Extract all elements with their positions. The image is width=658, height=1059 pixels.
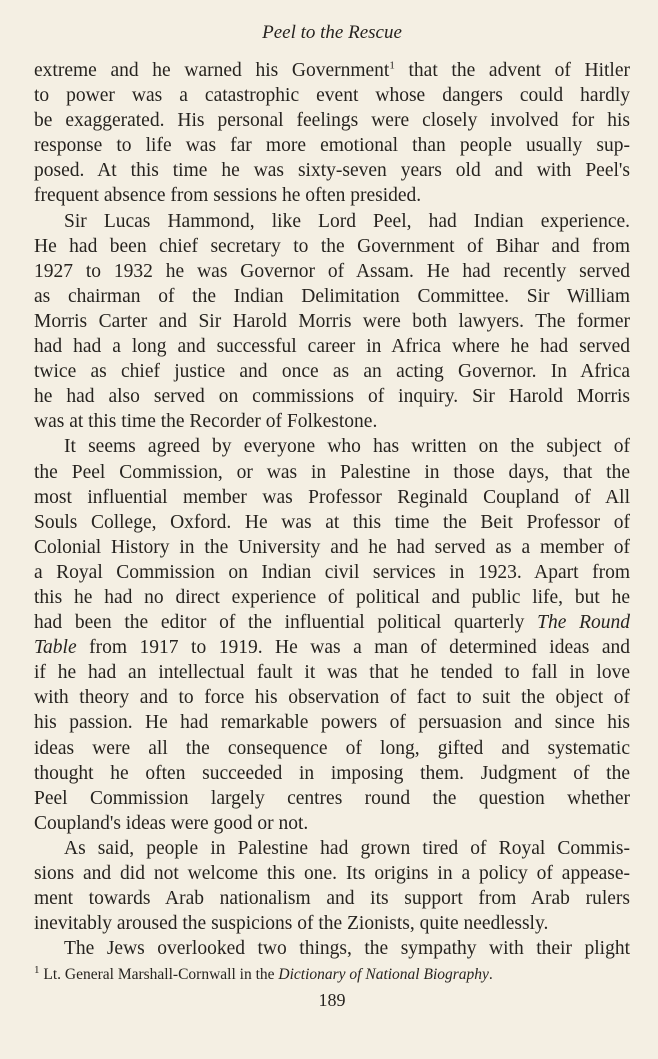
text-run: He had been chief secretary to the Government of Bihar and from [34,235,630,257]
text-run: Peel Commission largely centres round the question whether [34,787,630,809]
text-run: inevitably aroused the suspicions of the Zionists, quite needlessly. [34,913,549,935]
text-line [34,610,630,635]
text-line [34,761,630,786]
footnote-italic: Dictionary of National Biography [278,966,489,984]
paragraph [34,58,630,209]
text-run: be exaggerated. His personal feelings were closely involved for his [34,110,630,132]
text-line [34,585,630,610]
text-line [34,635,630,660]
italic-title: The Round [537,612,630,634]
text-line [34,259,630,284]
text-line [34,284,630,309]
text-run: frequent absence from sessions he often presided. [34,185,422,207]
text-run: Coupland's ideas were good or not. [34,812,309,834]
paragraph [34,434,630,836]
text-line [34,108,630,133]
page-number: 189 [318,990,346,1011]
italic-title: Table [34,637,77,659]
text-line [34,334,630,359]
text-line [34,158,630,183]
text-run: had been the editor of the influential political quarterly [34,612,538,634]
footnote-reference: 1 [389,59,395,72]
text-line [34,811,630,836]
text-run: posed. At this time he was sixty-seven years old and with Peel's [34,160,630,182]
text-line [34,535,630,560]
text-line [34,836,630,861]
text-run: Colonial History in the University and he had served as a member of [34,536,630,558]
text-run: had had a long and successful career in Africa where he had served [34,336,630,358]
text-line [34,710,630,735]
text-line [34,485,630,510]
paragraph [34,936,630,961]
text-line [34,736,630,761]
text-line [34,409,630,434]
text-line [34,460,630,485]
text-run: 1927 to 1932 he was Governor of Assam. He had recently served [34,260,630,282]
text-line [34,936,630,961]
text-line [34,58,630,83]
text-line [34,510,630,535]
text-run: as chairman of the Indian Delimitation Committee. Sir William [34,285,630,307]
text-run: sions and did not welcome this one. Its origins in a policy of appease- [34,863,630,884]
text-line [34,133,630,158]
footnote-end: . [488,966,493,984]
text-line [34,886,630,911]
text-line [34,660,630,685]
footnote-marker: 1 [34,964,40,977]
text-line [34,861,630,886]
text-run: with theory and to force his observation of fact to suit the object of [34,687,630,709]
text-run: that the advent of Hitler [394,60,630,81]
footnote [34,965,630,985]
text-run: ideas were all the consequence of long, gifted and systematic [34,737,630,759]
text-run: Sir Lucas Hammond, like Lord Peel, had Indian experience. [64,210,630,232]
text-run: from 1917 to 1919. He was a man of determined ideas and [76,637,630,659]
text-run: response to life was far more emotional than people usually sup- [34,135,630,157]
text-run: Souls College, Oxford. He was at this time the Beit Professor of [34,511,630,533]
text-line [34,786,630,811]
text-run: ment towards Arab nationalism and its support from Arab rulers [34,888,630,910]
text-run: a Royal Commission on Indian civil services in 1923. Apart from [34,561,630,583]
text-run: The Jews overlooked two things, the sympathy with their plight [64,938,630,960]
text-run: As said, people in Palestine had grown tired of Royal Commis- [64,837,630,859]
text-run: was at this time the Recorder of Folkestone. [34,411,378,433]
text-line [34,209,630,234]
text-line [34,434,630,459]
text-line [34,911,630,936]
text-run: to power was a catastrophic event whose dangers could hardly [34,85,630,107]
text-run: twice as chief justice and once as an acting Governor. In Africa [34,361,630,383]
footnote-text: Lt. General Marshall-Cornwall in the [43,966,279,984]
text-line [34,685,630,710]
text-run: extreme and he warned his Government [34,60,390,81]
text-run: It seems agreed by everyone who has written on the subject of [64,436,630,458]
text-run: his passion. He had remarkable powers of persuasion and since his [34,712,630,734]
text-line [34,183,630,208]
text-run: Morris Carter and Sir Harold Morris were both lawyers. The former [34,310,630,332]
body-text [34,58,630,961]
text-line [34,560,630,585]
text-line [34,384,630,409]
running-head: Peel to the Rescue [262,22,402,43]
text-line [34,309,630,334]
paragraph [34,836,630,936]
text-run: he had also served on commissions of inquiry. Sir Harold Morris [34,386,630,408]
paragraph [34,209,630,435]
text-run: the Peel Commission, or was in Palestine in those days, that the [34,461,630,483]
text-line [34,83,630,108]
text-line [34,359,630,384]
text-run: thought he often succeeded in imposing them. Judgment of the [34,762,630,784]
text-run: this he had no direct experience of political and public life, but he [34,586,630,608]
text-run: most influential member was Professor Reginald Coupland of All [34,486,630,508]
text-run: if he had an intellectual fault it was that he tended to fall in love [34,662,630,684]
text-line [34,234,630,259]
